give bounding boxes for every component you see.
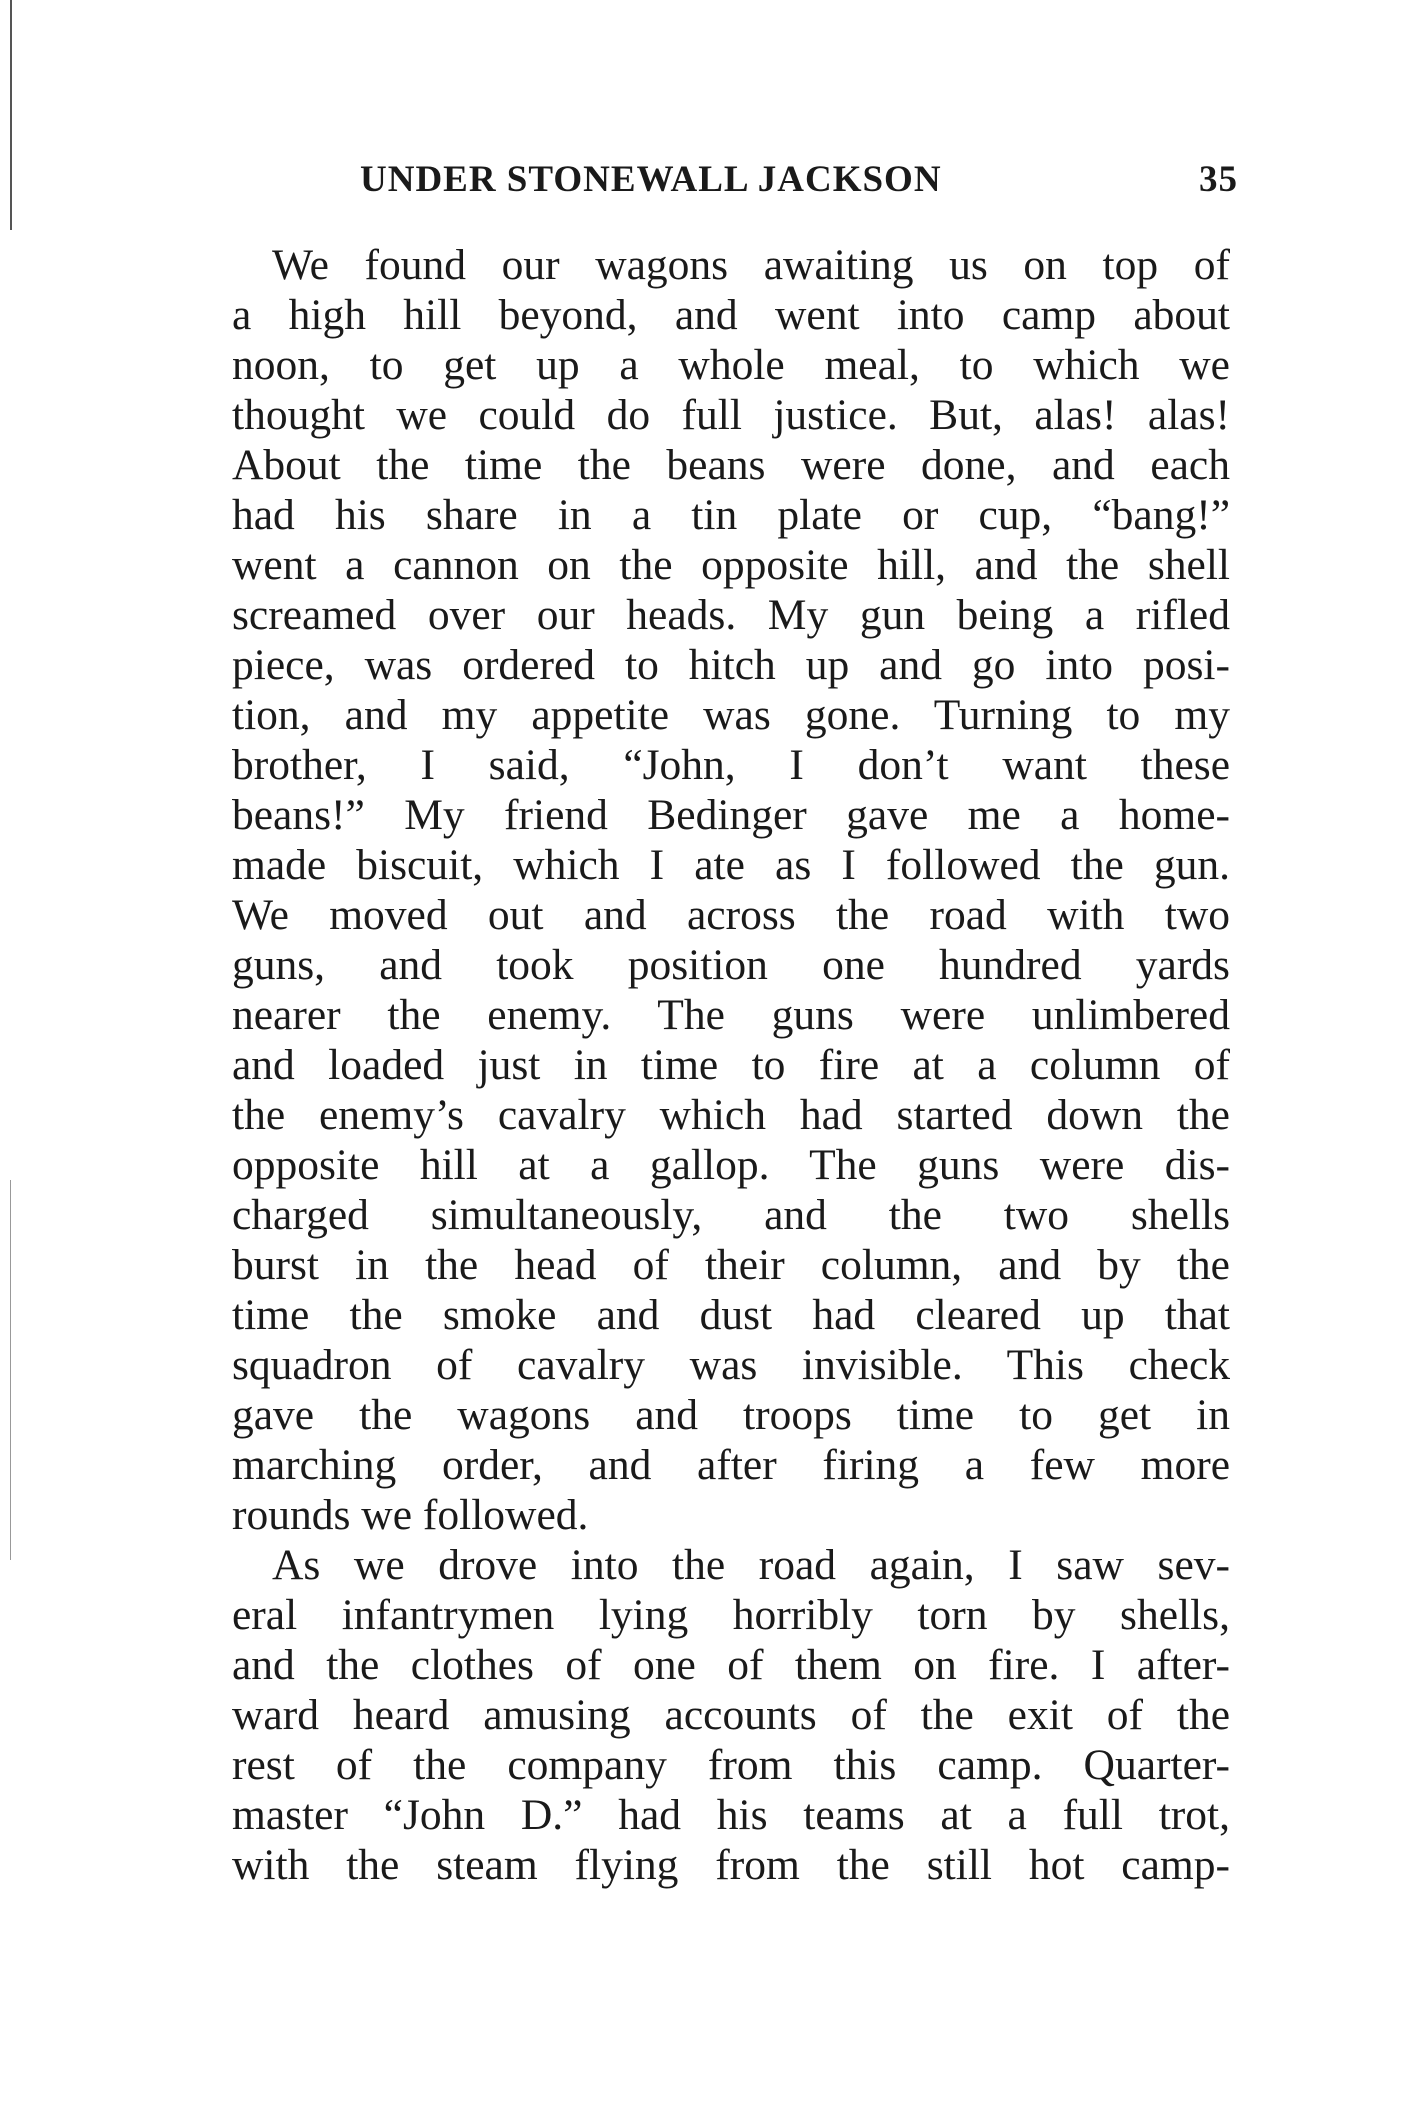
- text-line: rest of the company from this camp. Quarter-: [232, 1741, 1230, 1789]
- text-line: noon, to get up a whole meal, to which we: [232, 341, 1230, 389]
- text-line: had his share in a tin plate or cup, “bang!”: [232, 491, 1230, 539]
- text-line: and loaded just in time to fire at a column of: [232, 1041, 1230, 1089]
- text-line: and the clothes of one of them on fire. I after-: [232, 1641, 1230, 1689]
- text-line: time the smoke and dust had cleared up that: [232, 1291, 1230, 1339]
- text-line: tion, and my appetite was gone. Turning to my: [232, 691, 1230, 739]
- text-line: beans!” My friend Bedinger gave me a home-: [232, 791, 1230, 839]
- page-number: 35: [1199, 159, 1238, 200]
- paragraph: [232, 1540, 1230, 1890]
- body-text: [232, 240, 1230, 1890]
- text-line: nearer the enemy. The guns were unlimbered: [232, 991, 1230, 1039]
- text-line: rounds we followed.: [232, 1491, 589, 1539]
- text-line: screamed over our heads. My gun being a rifled: [232, 591, 1230, 639]
- running-header: [360, 158, 1250, 208]
- page-edge-mark: [10, 0, 12, 230]
- text-line: master “John D.” had his teams at a full trot,: [232, 1791, 1230, 1839]
- text-line: eral infantrymen lying horribly torn by shells,: [232, 1591, 1230, 1639]
- text-line: charged simultaneously, and the two shells: [232, 1191, 1230, 1239]
- text-line: marching order, and after firing a few more: [232, 1441, 1230, 1489]
- page-edge-mark: [10, 1180, 11, 1560]
- text-line: ward heard amusing accounts of the exit of the: [232, 1691, 1230, 1739]
- text-line: guns, and took position one hundred yards: [232, 941, 1230, 989]
- text-line: piece, was ordered to hitch up and go into posi-: [232, 641, 1230, 689]
- text-line: About the time the beans were done, and each: [232, 441, 1230, 489]
- text-line: with the steam flying from the still hot camp-: [232, 1841, 1230, 1889]
- text-line: burst in the head of their column, and by the: [232, 1241, 1230, 1289]
- text-line: As we drove into the road again, I saw sev-: [272, 1541, 1230, 1589]
- text-line: We moved out and across the road with two: [232, 891, 1230, 939]
- text-line: the enemy’s cavalry which had started down the: [232, 1091, 1230, 1139]
- paragraph: [232, 240, 1230, 1540]
- text-line: thought we could do full justice. But, alas! alas!: [232, 391, 1230, 439]
- running-title: UNDER STONEWALL JACKSON: [360, 159, 942, 200]
- text-line: made biscuit, which I ate as I followed the gun.: [232, 841, 1230, 889]
- text-line: squadron of cavalry was invisible. This check: [232, 1341, 1230, 1389]
- text-line: opposite hill at a gallop. The guns were dis-: [232, 1141, 1230, 1189]
- text-line: brother, I said, “John, I don’t want these: [232, 741, 1230, 789]
- text-line: a high hill beyond, and went into camp about: [232, 291, 1230, 339]
- text-line: We found our wagons awaiting us on top of: [272, 241, 1230, 289]
- text-line: went a cannon on the opposite hill, and the shell: [232, 541, 1230, 589]
- text-line: gave the wagons and troops time to get in: [232, 1391, 1230, 1439]
